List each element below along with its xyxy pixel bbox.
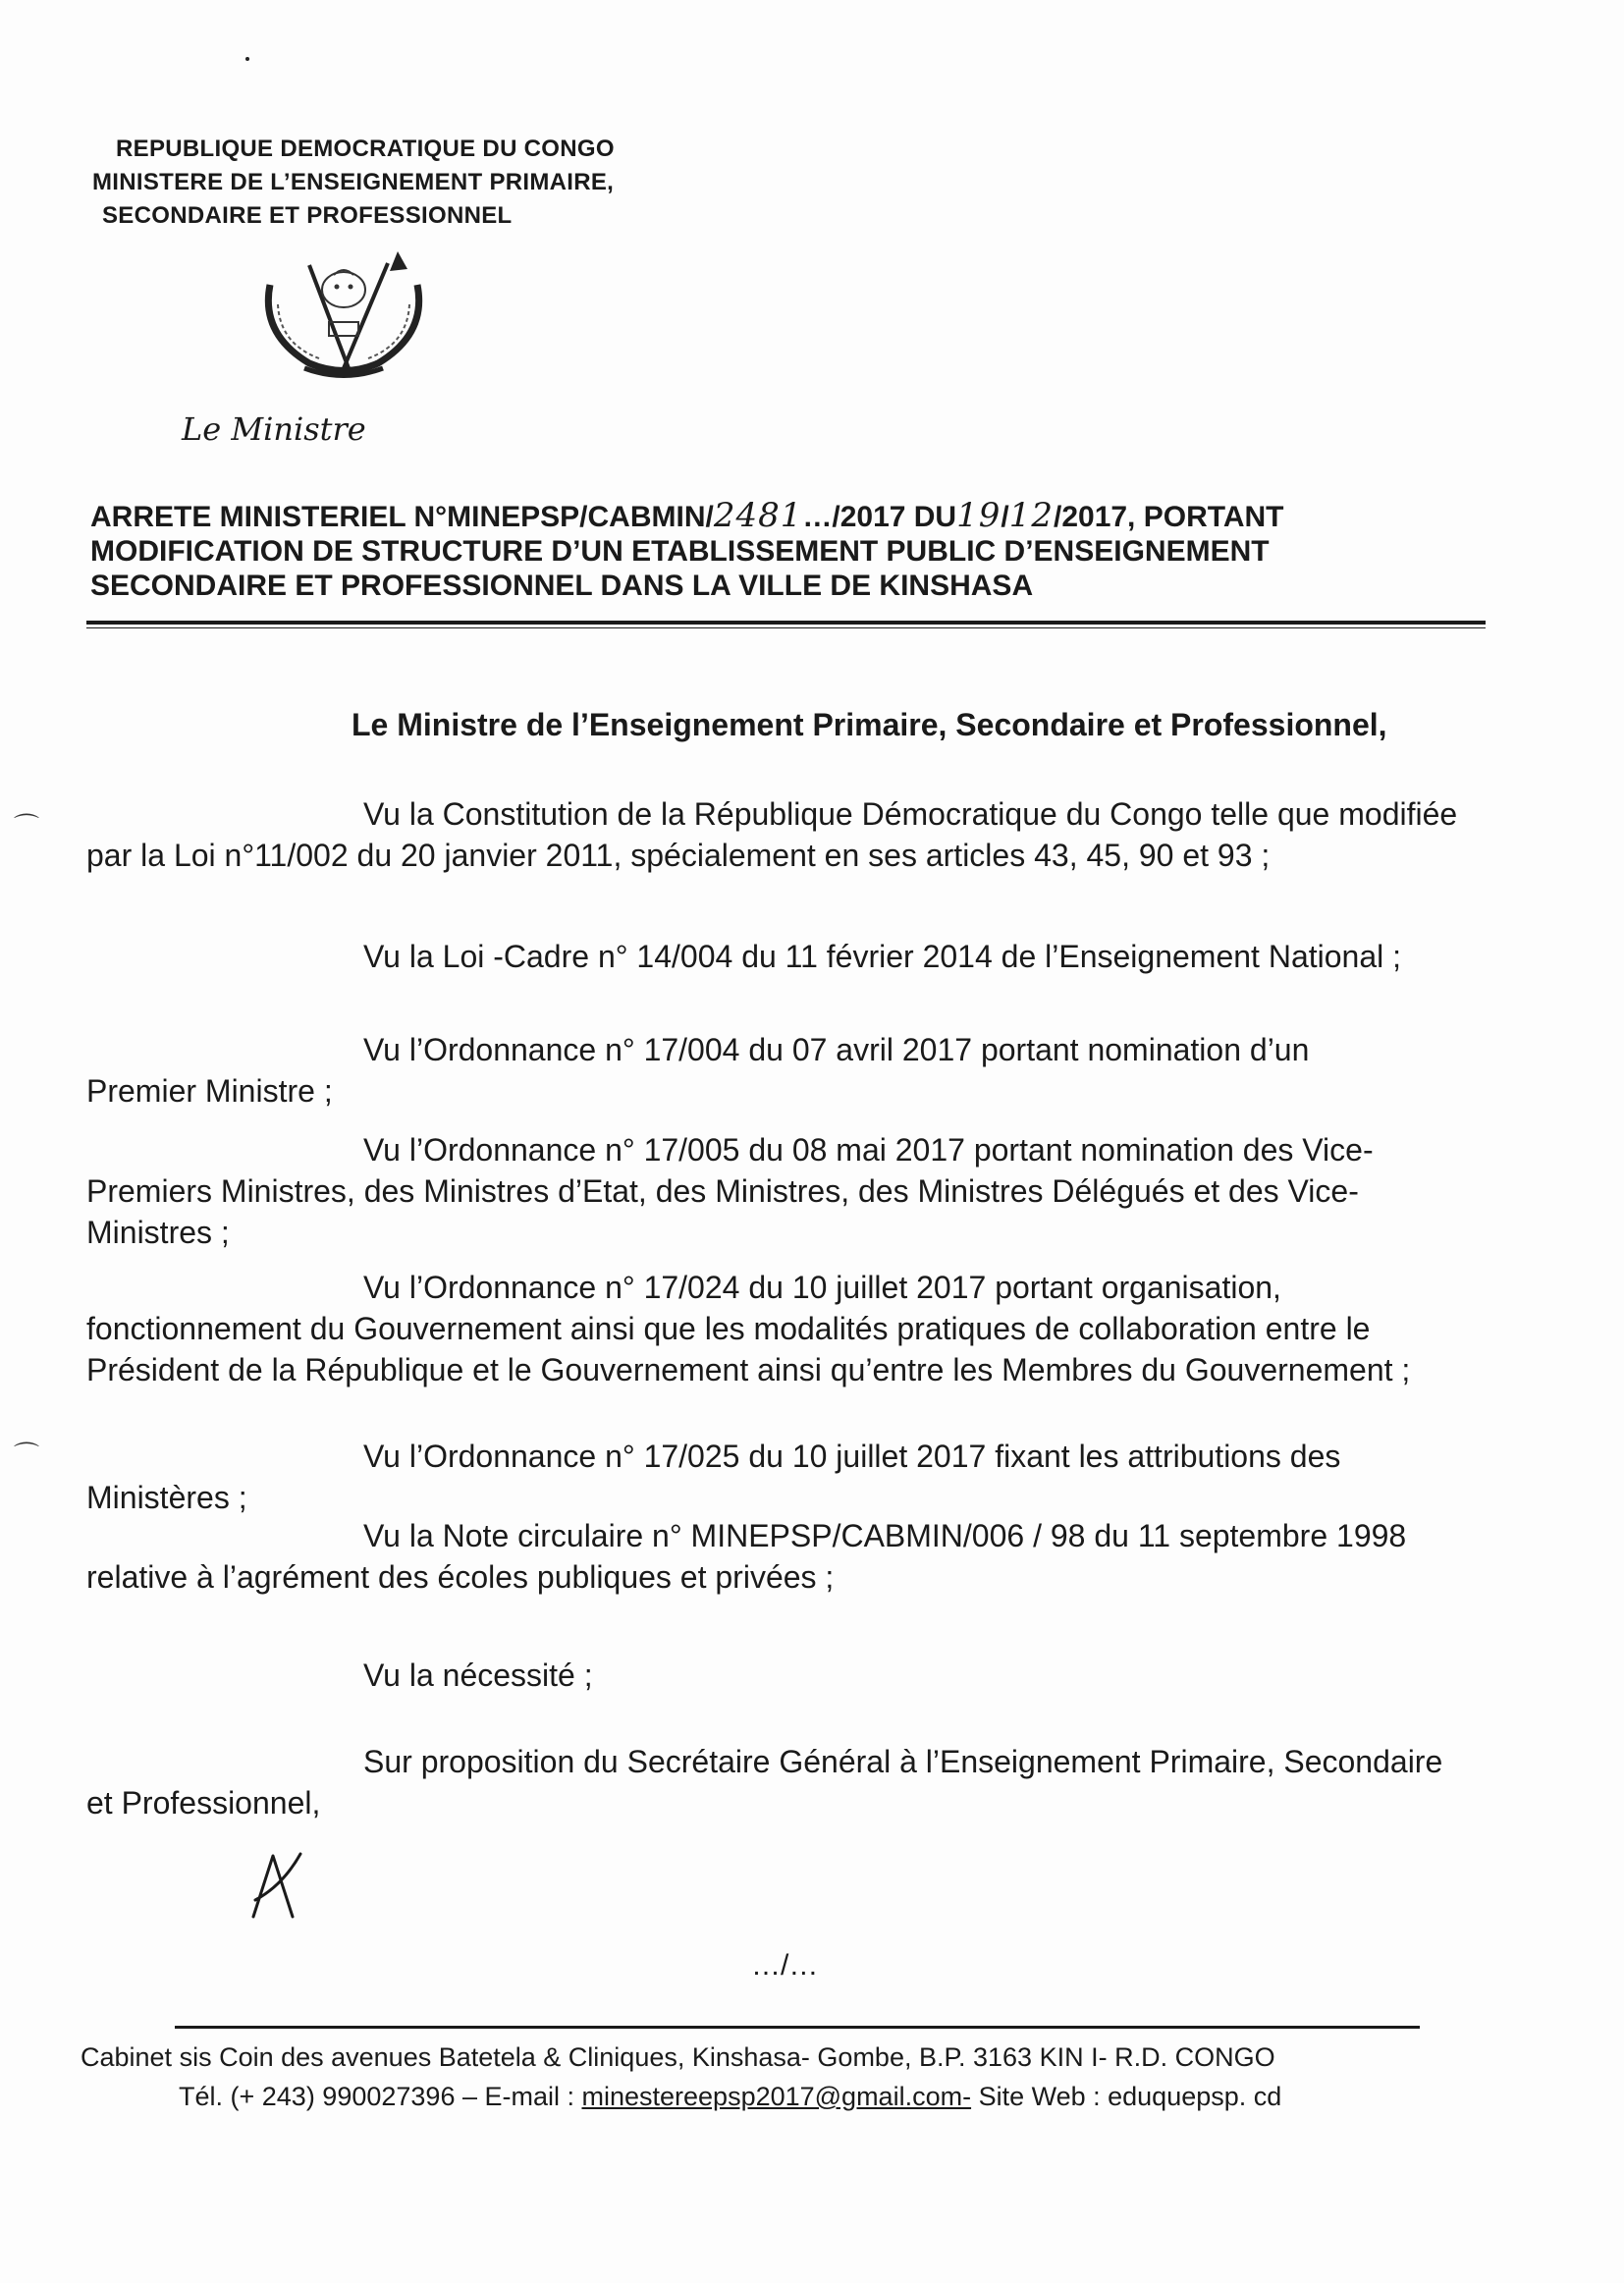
paragraph-line: Président de la République et le Gouvernement ainsi qu’entre les Membres du Gouvernement ;: [86, 1352, 1411, 1387]
paragraph-first-line: Vu l’Ordonnance n° 17/025 du 10 juillet 2017 fixant les attributions des: [363, 1439, 1341, 1474]
paragraph-line: Ministres ;: [86, 1215, 230, 1250]
title-date-separator: /: [1001, 501, 1009, 533]
handwritten-initial-icon: [244, 1846, 302, 1925]
handwritten-month: 12: [1008, 496, 1054, 535]
handwritten-day: 19: [956, 496, 1001, 535]
margin-mark: ⌒: [14, 1441, 40, 1471]
footer-site: Site Web : eduquepsp. cd: [971, 2082, 1282, 2111]
paragraph-first-line: Vu la Loi -Cadre n° 14/004 du 11 février 2014 de l’Enseignement National ;: [363, 939, 1402, 974]
paragraph-line: par la Loi n°11/002 du 20 janvier 2011, spécialement en ses articles 43, 45, 90 et 93 ;: [86, 838, 1271, 873]
paragraph-first-line: Vu la nécessité ;: [363, 1658, 593, 1693]
intro-minister-line: Le Ministre de l’Enseignement Primaire, Secondaire et Professionnel,: [352, 707, 1387, 742]
paragraph-first-line: Vu l’Ordonnance n° 17/005 du 08 mai 2017 portant nomination des Vice-: [363, 1132, 1374, 1168]
title-rule-thick: [86, 621, 1486, 625]
margin-mark: ⌒: [14, 813, 40, 843]
paragraph-ordonnance-17-004: [86, 1029, 1481, 1112]
title-line-2: MODIFICATION DE STRUCTURE D’UN ETABLISSEMENT PUBLIC D’ENSEIGNEMENT: [90, 535, 1270, 568]
paragraph-ordonnance-17-005: [86, 1129, 1481, 1253]
paragraph-ordonnance-17-024: [86, 1267, 1481, 1390]
paragraph-line: relative à l’agrément des écoles publiques et privées ;: [86, 1559, 835, 1595]
paragraph-necessite: [86, 1655, 1481, 1696]
paragraph-constitution: [86, 793, 1481, 876]
paragraph-line: Premier Ministre ;: [86, 1073, 333, 1109]
footer-email-link[interactable]: minestereepsp2017@gmail.com-: [581, 2082, 972, 2111]
paragraph-line: Premiers Ministres, des Ministres d’Etat, des Ministres, des Ministres Délégués et des Vice-: [86, 1173, 1359, 1209]
paragraph-proposition: [86, 1741, 1481, 1823]
paragraph-note-circulaire: [86, 1515, 1481, 1598]
handwritten-decree-number: 2481: [713, 496, 803, 535]
title-rule-thin: [86, 627, 1486, 628]
footer-contact: [179, 2082, 1281, 2112]
paragraph-ordonnance-17-025: [86, 1436, 1481, 1518]
title-part-2: /2017 DU: [832, 501, 957, 533]
footer-tel: Tél. (+ 243) 990027396 – E-mail :: [179, 2082, 582, 2111]
paragraph-first-line: Vu la Constitution de la République Démocratique du Congo telle que modifiée: [363, 796, 1458, 832]
paragraph-loi-cadre: [86, 936, 1481, 977]
continuation-marker: …/…: [751, 1949, 819, 1982]
paragraph-first-line: Vu la Note circulaire n° MINEPSP/CABMIN/006 / 98 du 11 septembre 1998: [363, 1518, 1407, 1553]
paragraph-line: et Professionnel,: [86, 1785, 321, 1821]
title-part-1: ARRETE MINISTERIEL N°MINEPSP/CABMIN/: [90, 501, 714, 533]
paragraph-first-line: Vu l’Ordonnance n° 17/004 du 07 avril 2017 portant nomination d’un: [363, 1032, 1310, 1067]
title-part-3: /2017, PORTANT: [1053, 501, 1284, 533]
paragraph-line: fonctionnement du Gouvernement ainsi que les modalités pratiques de collaboration entre le: [86, 1311, 1371, 1346]
coat-of-arms-icon: [250, 245, 437, 403]
paragraph-first-line: Sur proposition du Secrétaire Général à l’Enseignement Primaire, Secondaire: [363, 1744, 1443, 1779]
footer-address: Cabinet sis Coin des avenues Batetela & Cliniques, Kinshasa- Gombe, B.P. 3163 KIN I- R.D. CONGO: [81, 2042, 1275, 2072]
minister-signature-label: Le Ministre: [182, 410, 366, 448]
footer-rule: [175, 2026, 1420, 2029]
paragraph-line: Ministères ;: [86, 1480, 247, 1515]
header-ministry: MINISTERE DE L’ENSEIGNEMENT PRIMAIRE,: [92, 169, 615, 195]
title-line-3: SECONDAIRE ET PROFESSIONNEL DANS LA VILLE DE KINSHASA: [90, 570, 1034, 602]
header-republic: REPUBLIQUE DEMOCRATIQUE DU CONGO: [116, 136, 615, 162]
decree-title: [90, 496, 1485, 603]
paragraph-first-line: Vu l’Ordonnance n° 17/024 du 10 juillet 2017 portant organisation,: [363, 1270, 1281, 1305]
scan-speck: [245, 57, 249, 61]
title-dots: …: [802, 501, 833, 533]
header-ministry-cont: SECONDAIRE ET PROFESSIONNEL: [102, 202, 513, 229]
title-line-1: [90, 496, 1485, 535]
